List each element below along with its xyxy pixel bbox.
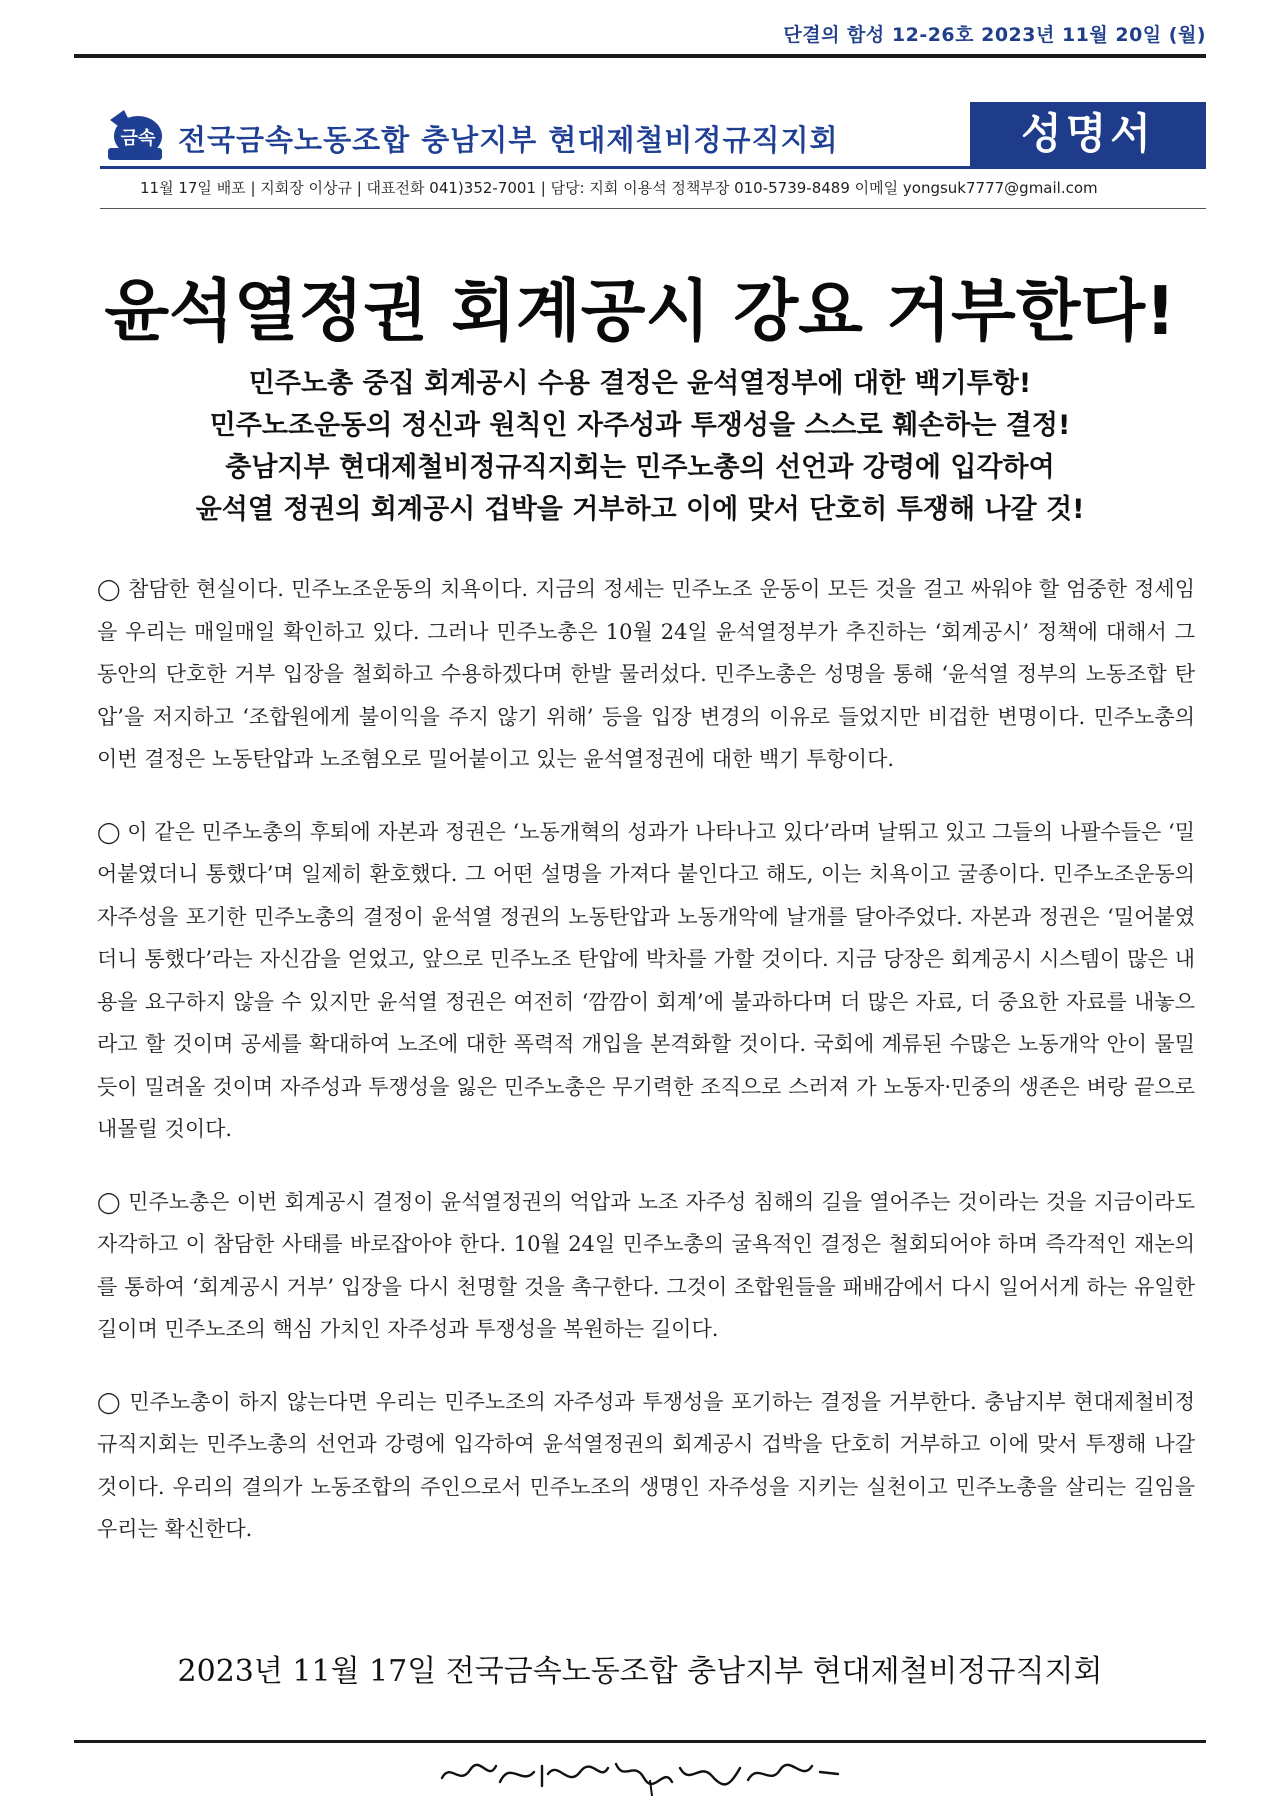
body-paragraph: ◯ 이 같은 민주노총의 후퇴에 자본과 정권은 ‘노동개혁의 성과가 나타나고 있다’라며 날뛰고 있고 그들의 나팔수들은 ‘밀어붙였더니 통했다’며 일제히 환호했다. 그 어떤 설명을 가져다 붙인다고 해도, 이는 치욕이고 굴종이다. 민주노조운동의 자주성을 포기한 민주노총의 결정이 윤석열 정권의 노동탄압과 노동개악에 날개를 달아주었다. 자본과 정권은 ‘밀어붙였더니 통했다’라는 자신감을 얻었고, 앞으로 민주노조 탄압에 박차를 가할 것이다. 지금 당장은 회계공시 시스템이 많은 내용을 요구하지 않을 수 있지만 윤석열 정권은 여전히 ‘깜깜이 회계’에 불과하다며 더 많은 자료, 더 중요한 자료를 내놓으라고 할 것이며 공세를 확대하여 노조에 대한 폭력적 개입을 본격화할 것이다. 국회에 계류된 수많은 노동개악 안이 물밀 듯이 밀려올 것이며 자주성과 투쟁성을 잃은 민주노총은 무기력한 조직으로 스러져 가 노동자·민중의 생존은 벼랑 끝으로 내몰릴 것이다. xyxy=(97,819,1195,1141)
subheadline-block xyxy=(0,363,1280,531)
issue-date-line: 단결의 함성 12-26호 2023년 11월 20일 (월) xyxy=(783,24,1206,46)
signoff: 2023년 11월 17일 전국금속노동조합 충남지부 현대제철비정규직지회 xyxy=(177,1654,1103,1689)
contact-line: 11월 17일 배포 | 지회장 이상규 | 대표전화 041)352-7001 | 담당: 지회 이용석 정책부장 010-5739-8489 이메일 yongsuk7777@gmail.com xyxy=(140,179,1098,197)
logo-text: 금속 xyxy=(120,128,156,149)
bottom-rule xyxy=(74,1740,1206,1743)
body-paragraph: ◯ 민주노총이 하지 않는다면 우리는 민주노조의 자주성과 투쟁성을 포기하는 결정을 거부한다. 충남지부 현대제철비정규직지회는 민주노총의 선언과 강령에 입각하여 윤석열정권의 회계공시 겁박을 단호히 거부하고 이에 맞서 투쟁해 나갈 것이다. 우리의 결의가 노동조합의 주인으로서 민주노조의 생명인 자주성을 지키는 실천이고 민주노총을 살리는 길임을 우리는 확신한다. xyxy=(97,1389,1195,1541)
org-name: 전국금속노동조합 충남지부 현대제철비정규직지회 xyxy=(178,123,839,157)
handwritten-signature xyxy=(0,1752,1280,1796)
union-logo xyxy=(104,106,166,164)
body-paragraph: ◯ 민주노총은 이번 회계공시 결정이 윤석열정권의 억압과 노조 자주성 침해의 길을 열어주는 것이라는 것을 지금이라도 자각하고 이 참담한 사태를 바로잡아야 한다. 10월 24일 민주노총의 굴욕적인 결정은 철회되어야 하며 즉각적인 재논의를 통하여 ‘회계공시 거부’ 입장을 다시 천명할 것을 촉구한다. 그것이 조합원들을 패배감에서 다시 일어서게 하는 유일한 길이며 민주노조의 핵심 가치인 자주성과 투쟁성을 복원하는 길이다. xyxy=(97,1189,1195,1341)
doc-type-badge: 성명서 xyxy=(970,102,1206,166)
signature-image xyxy=(430,1752,850,1796)
contact-rule xyxy=(100,208,1206,209)
header-rule xyxy=(100,166,1206,169)
subheadline-line: 민주노총 중집 회계공시 수용 결정은 윤석열정부에 대한 백기투항! xyxy=(248,368,1032,399)
statement-body xyxy=(97,568,1195,1581)
subheadline-line: 충남지부 현대제철비정규직지회는 민주노총의 선언과 강령에 입각하여 xyxy=(225,452,1055,483)
subheadline-line: 윤석열 정권의 회계공시 겁박을 거부하고 이에 맞서 단호히 투쟁해 나갈 것! xyxy=(195,494,1085,525)
subheadline-line: 민주노조운동의 정신과 원칙인 자주성과 투쟁성을 스스로 훼손하는 결정! xyxy=(209,410,1071,441)
headline: 윤석열정권 회계공시 강요 거부한다! xyxy=(104,272,1176,350)
top-rule xyxy=(74,54,1206,58)
union-logo-icon xyxy=(104,106,166,164)
masthead xyxy=(96,100,1096,170)
body-paragraph: ◯ 참담한 현실이다. 민주노조운동의 치욕이다. 지금의 정세는 민주노조 운동이 모든 것을 걸고 싸워야 할 엄중한 정세임을 우리는 매일매일 확인하고 있다. 그러나 민주노총은 10월 24일 윤석열정부가 추진하는 ‘회계공시’ 정책에 대해서 그동안의 단호한 거부 입장을 철회하고 수용하겠다며 한발 물러섰다. 민주노총은 성명을 통해 ‘윤석열 정부의 노동조합 탄압’을 저지하고 ‘조합원에게 불이익을 주지 않기 위해’ 등을 입장 변경의 이유로 들었지만 비겁한 변명이다. 민주노총의 이번 결정은 노동탄압과 노조혐오로 밀어붙이고 있는 윤석열정권에 대한 백기 투항이다. xyxy=(97,577,1195,771)
